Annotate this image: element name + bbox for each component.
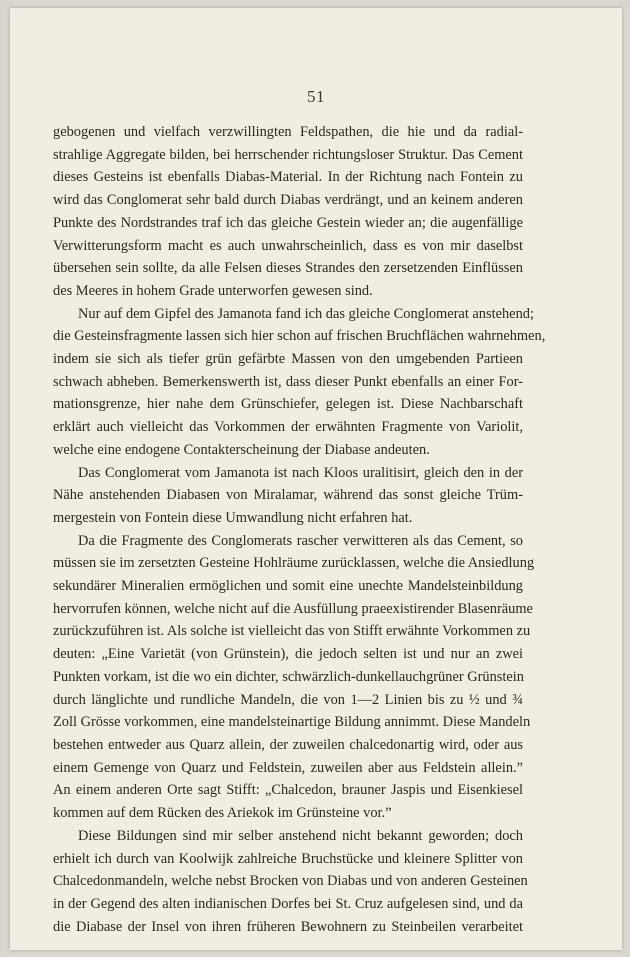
text-line: erklärt auch vielleicht das Vorkommen der erwähnten Fragmente von Variolit, bbox=[53, 419, 523, 436]
text-line: hervorrufen können, welche nicht auf die Ausfüllung praeexistirender Blasenräume bbox=[53, 600, 533, 617]
text-line: indem sie sich als tiefer grün gefärbte Massen von den umgebenden Partieen bbox=[53, 351, 523, 368]
text-line: welche eine endogene Contakterscheinung der Diabase andeuten. bbox=[53, 441, 430, 458]
text-line: Zoll Grösse vorkommen, eine mandelsteinartige Bildung annimmt. Diese Mandeln bbox=[53, 714, 531, 731]
text-line: erhielt ich durch van Koolwijk zahlreiche Bruchstücke und kleinere Splitter von bbox=[53, 850, 523, 867]
text-line: mationsgrenze, hier nahe dem Grünschiefer, gelegen ist. Diese Nachbarschaft bbox=[53, 396, 523, 413]
text-line: die Diabase der Insel von ihren früheren Bewohnern zu Steinbeilen verarbeitet bbox=[53, 918, 523, 935]
text-line: müssen sie im zersetzten Gesteine Hohlräume zurücklassen, welche die Ansiedlung bbox=[53, 555, 535, 572]
text-line: schwach abheben. Bemerkenswerth ist, dass dieser Punkt ebenfalls an einer For- bbox=[53, 373, 523, 390]
text-line: Nur auf dem Gipfel des Jamanota fand ich das gleiche Conglomerat anstehend; bbox=[78, 305, 534, 322]
text-line: strahlige Aggregate bilden, bei herrschender richtungsloser Struktur. Das Cement bbox=[53, 146, 523, 163]
text-line: mergestein von Fontein diese Umwandlung nicht erfahren hat. bbox=[53, 509, 413, 526]
body-text bbox=[53, 121, 546, 938]
text-line: Diese Bildungen sind mir selber anstehend nicht bekannt geworden; doch bbox=[78, 827, 523, 844]
text-line: in der Gegend des alten indianischen Dorfes bei St. Cruz aufgelesen sind, und da bbox=[53, 895, 523, 912]
book-page bbox=[10, 8, 622, 950]
text-line: Chalcedonmandeln, welche nebst Brocken von Diabas und von anderen Gesteinen bbox=[53, 873, 528, 890]
text-line: dieses Gesteins ist ebenfalls Diabas-Material. In der Richtung nach Fontein zu bbox=[53, 169, 523, 186]
text-line: bestehen entweder aus Quarz allein, der zuweilen chalcedonartig wird, oder aus bbox=[53, 736, 523, 753]
text-line: wird das Conglomerat sehr bald durch Diabas verdrängt, und an keinem anderen bbox=[53, 192, 523, 209]
text-line: des Meeres in hohem Grade unterworfen gewesen sind. bbox=[53, 282, 373, 299]
page-number: 51 bbox=[307, 87, 325, 106]
text-line: Punkte des Nordstrandes traf ich das gleiche Gestein wieder an; die augenfällige bbox=[53, 214, 523, 231]
text-line: deuten: „Eine Varietät (von Grünstein), die jedoch selten ist und nur an zwei bbox=[53, 646, 523, 663]
text-line: Punkten vorkam, ist die wo ein dichter, schwärzlich-dunkellauchgrüner Grünstein bbox=[53, 668, 524, 685]
text-line: übersehen sein sollte, da alle Felsen dieses Strandes den zersetzenden Einflüssen bbox=[53, 260, 523, 277]
text-line: Nähe anstehenden Diabasen von Miralamar, während das sonst gleiche Trüm- bbox=[53, 487, 523, 504]
text-line: gebogenen und vielfach verzwillingten Feldspathen, die hie und da radial- bbox=[53, 124, 523, 140]
text-line: Da die Fragmente des Conglomerats rascher verwitteren als das Cement, so bbox=[78, 532, 523, 549]
text-line: An einem anderen Orte sagt Stifft: „Chalcedon, brauner Jaspis und Eisenkiesel bbox=[53, 782, 523, 799]
text-line: sekundärer Mineralien ermöglichen und somit eine unechte Mandelsteinbildung bbox=[53, 578, 523, 595]
text-line: zurückzuführen ist. Als solche ist vielleicht das von Stifft erwähnte Vorkommen zu bbox=[53, 623, 531, 640]
text-line: kommen auf dem Rücken des Ariekok im Grünsteine vor.” bbox=[53, 805, 392, 822]
text-line: durch länglichte und rundliche Mandeln, die von 1—2 Linien bis zu ½ und ¾ bbox=[53, 691, 523, 708]
text-line: die Gesteinsfragmente lassen sich hier schon auf frischen Bruchflächen wahrnehmen, bbox=[53, 328, 546, 345]
text-line: Verwitterungsform macht es auch unwahrscheinlich, dass es von mir daselbst bbox=[53, 237, 523, 254]
text-line: Das Conglomerat vom Jamanota ist nach Kloos uralitisirt, gleich den in der bbox=[78, 464, 523, 481]
text-line: einem Gemenge von Quarz und Feldstein, zuweilen aber aus Feldstein allein.” bbox=[53, 759, 523, 776]
